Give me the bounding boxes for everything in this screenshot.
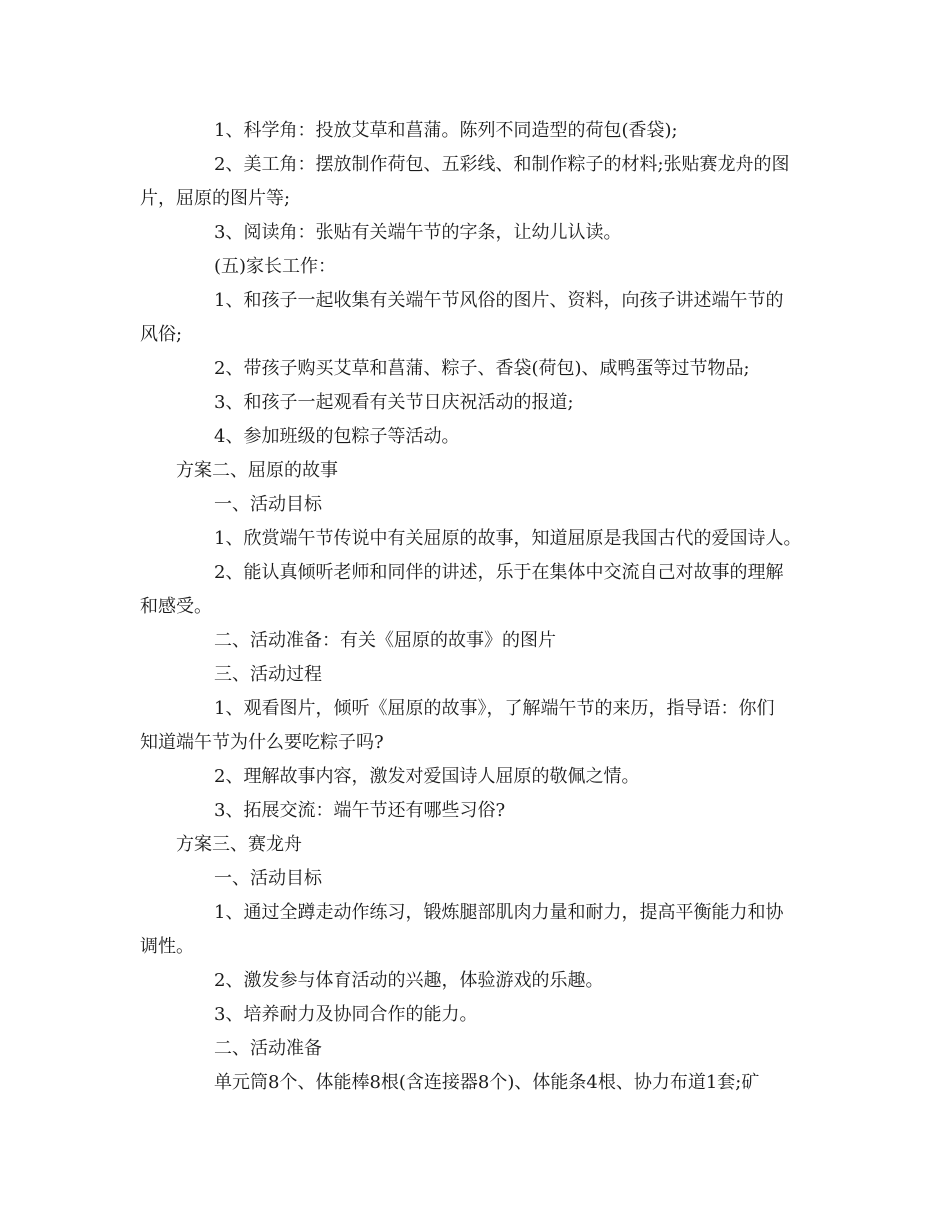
text-line: 片，屈原的图片等; xyxy=(140,188,291,209)
text-line: 一、活动目标 xyxy=(214,868,322,889)
text-line: 单元筒8个、体能棒8根(含连接器8个)、体能条4根、协力布道1套;矿 xyxy=(214,1072,760,1093)
text-line: 方案三、赛龙舟 xyxy=(176,834,302,855)
text-line: 一、活动目标 xyxy=(214,494,322,515)
text-line: 1、欣赏端午节传说中有关屈原的故事，知道屈原是我国古代的爱国诗人。 xyxy=(214,528,802,549)
text-line: 3、阅读角：张贴有关端午节的字条，让幼儿认读。 xyxy=(214,222,622,243)
text-line: 3、和孩子一起观看有关节日庆祝活动的报道; xyxy=(214,392,574,413)
text-line: 4、参加班级的包粽子等活动。 xyxy=(214,426,460,447)
text-line: 三、活动过程 xyxy=(214,664,322,685)
text-line: 和感受。 xyxy=(140,596,212,617)
text-line: 风俗; xyxy=(140,324,183,345)
text-line: 3、拓展交流：端午节还有哪些习俗? xyxy=(214,800,506,821)
document-body xyxy=(140,114,812,1100)
text-line: 2、美工角：摆放制作荷包、五彩线、和制作粽子的材料;张贴赛龙舟的图 xyxy=(214,154,790,175)
text-line: 1、通过全蹲走动作练习，锻炼腿部肌肉力量和耐力，提高平衡能力和协 xyxy=(214,902,784,923)
text-line: 1、科学角：投放艾草和菖蒲。陈列不同造型的荷包(香袋); xyxy=(214,120,678,141)
text-line: 知道端午节为什么要吃粽子吗? xyxy=(140,732,384,753)
text-line: (五)家长工作： xyxy=(214,256,337,277)
text-line: 二、活动准备 xyxy=(214,1038,322,1059)
text-line: 1、观看图片，倾听《屈原的故事》，了解端午节的来历，指导语：你们 xyxy=(214,698,775,719)
text-line: 1、和孩子一起收集有关端午节风俗的图片、资料，向孩子讲述端午节的 xyxy=(214,290,784,311)
text-line: 2、理解故事内容，激发对爱国诗人屈原的敬佩之情。 xyxy=(214,766,640,787)
text-line: 调性。 xyxy=(140,936,194,957)
text-line: 方案二、屈原的故事 xyxy=(176,460,338,481)
text-line: 二、活动准备：有关《屈原的故事》的图片 xyxy=(214,630,556,651)
text-line: 2、带孩子购买艾草和菖蒲、粽子、香袋(荷包)、咸鸭蛋等过节物品; xyxy=(214,358,750,379)
text-line: 2、能认真倾听老师和同伴的讲述，乐于在集体中交流自己对故事的理解 xyxy=(214,562,784,583)
text-line: 3、培养耐力及协同合作的能力。 xyxy=(214,1004,478,1025)
text-line: 2、激发参与体育活动的兴趣，体验游戏的乐趣。 xyxy=(214,970,604,991)
